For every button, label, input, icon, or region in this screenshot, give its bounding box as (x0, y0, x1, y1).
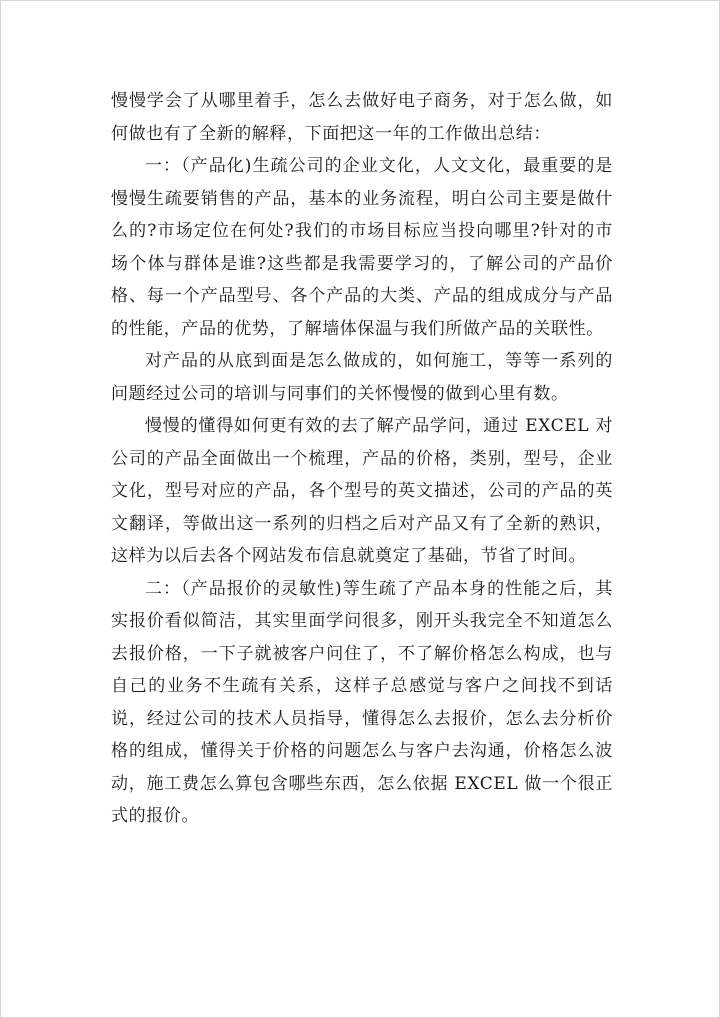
document-body (111, 85, 613, 833)
paragraph-pricing: 二：（产品报价的灵敏性)等生疏了产品本身的性能之后，其实报价看似简洁，其实里面学问很多，刚开头我完全不知道怎么去报价格，一下子就被客户问住了，不了解价格怎么构成，也与自己的业务不生疏有关系，这样子总感觉与客户之间找不到话说，经过公司的技术人员指导，懂得怎么去报价，怎么去分析价格的组成，懂得关于价格的问题怎么与客户去沟通，价格怎么波动，施工费怎么算包含哪些东西，怎么依据 EXCEL 做一个很正式的报价。 (111, 578, 613, 826)
paragraph-continuation: 慢慢学会了从哪里着手，怎么去做好电子商务，对于怎么做，如何做也有了全新的解释，下面把这一年的工作做出总结： (111, 91, 613, 144)
paragraph-construction: 对产品的从底到面是怎么做成的，如何施工，等等一系列的问题经过公司的培训与同事们的关怀慢慢的做到心里有数。 (111, 351, 613, 404)
paragraph-productization: 一：（产品化)生疏公司的企业文化，人文文化，最重要的是慢慢生疏要销售的产品，基本的业务流程，明白公司主要是做什么的?市场定位在何处?我们的市场目标应当投向哪里?针对的市场个体与群体是谁?这些都是我需要学习的，了解公司的产品价格、每一个产品型号、各个产品的大类、产品的组成成分与产品的性能，产品的优势，了解墙体保温与我们所做产品的关联性。 (111, 156, 613, 339)
paragraph-excel-catalog: 慢慢的懂得如何更有效的去了解产品学问，通过 EXCEL 对公司的产品全面做出一个梳理，产品的价格，类别，型号，企业文化，型号对应的产品，各个型号的英文描述，公司的产品的英文翻译，等做出这一系列的归档之后对产品又有了全新的熟识，这样为以后去各个网站发布信息就奠定了基础，节省了时间。 (111, 416, 613, 566)
